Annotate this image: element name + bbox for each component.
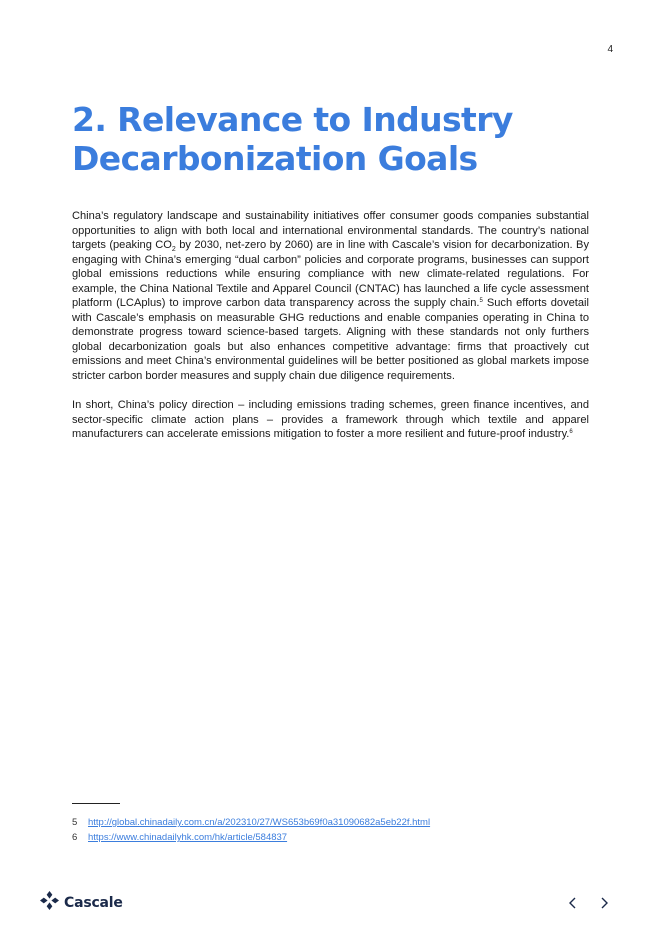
cascale-logo-icon bbox=[40, 891, 59, 915]
footnote-item bbox=[72, 815, 592, 830]
footnote-number: 5 bbox=[72, 817, 78, 828]
paragraph-1 bbox=[72, 209, 589, 383]
section-heading bbox=[72, 100, 592, 178]
page-number: 4 bbox=[607, 44, 613, 55]
footnote-link[interactable]: http://global.chinadaily.com.cn/a/202310/27/WS653b69f0a31090682a5eb22f.html bbox=[88, 817, 431, 828]
brand-logo bbox=[40, 891, 123, 915]
paragraph-2 bbox=[72, 398, 589, 442]
paragraph-1-part-1: China’s regulatory landscape and sustainability initiatives offer consumer goods companies substantial opportunities to align with both local and international environmental standards. The country’s national targets (peaking CO bbox=[72, 210, 589, 251]
footnote-ref-6[interactable]: 6 bbox=[569, 429, 573, 435]
previous-page-button[interactable] bbox=[564, 894, 582, 912]
section-heading-line-1: 2. Relevance to Industry bbox=[72, 100, 513, 139]
co2-subscript: 2 bbox=[171, 246, 176, 254]
footnote-link[interactable]: https://www.chinadailyhk.com/hk/article/584837 bbox=[88, 832, 288, 843]
footnote-divider bbox=[72, 803, 120, 804]
paragraph-2-text: In short, China’s policy direction – including emissions trading schemes, green finance incentives, and sector-specific climate action plans – provides a framework through which textile and apparel manufacturers can accelerate emissions mitigation to foster a more resilient and future-proof industry. bbox=[72, 399, 589, 440]
chevron-left-icon bbox=[568, 897, 578, 909]
footnotes bbox=[72, 815, 592, 845]
next-page-button[interactable] bbox=[595, 894, 613, 912]
footnote-number: 6 bbox=[72, 832, 78, 843]
footnote-item bbox=[72, 830, 592, 845]
section-heading-line-2: Decarbonization Goals bbox=[72, 139, 478, 178]
brand-name: Cascale bbox=[64, 895, 123, 911]
paragraph-1-part-3: Such efforts dovetail with Cascale’s emphasis on measurable GHG reductions and enable companies operating in China to demonstrate progress toward science-based targets. Aligning with these standards not only furthers global decarbonization goals but also enhances competitive advantage: firms that proactively cut emissions and meet China’s environmental guidelines will be better positioned as global markets impose stricter carbon border measures and supply chain due diligence requirements. bbox=[72, 297, 589, 382]
body-text bbox=[72, 209, 589, 457]
paragraph-1-part-2: by 2030, net-zero by 2060) are in line with Cascale’s vision for decarbonization. By engaging with China’s emerging “dual carbon” policies and corporate programs, businesses can support global emissions reductions while ensuring compliance with new climate-related regulations. For example, the China National Textile and Apparel Council (CNTAC) has launched a life cycle assessment platform (LCAplus) to improve carbon data transparency across the supply chain. bbox=[72, 239, 589, 309]
footnote-ref-5[interactable]: 5 bbox=[479, 298, 483, 304]
chevron-right-icon bbox=[599, 897, 609, 909]
